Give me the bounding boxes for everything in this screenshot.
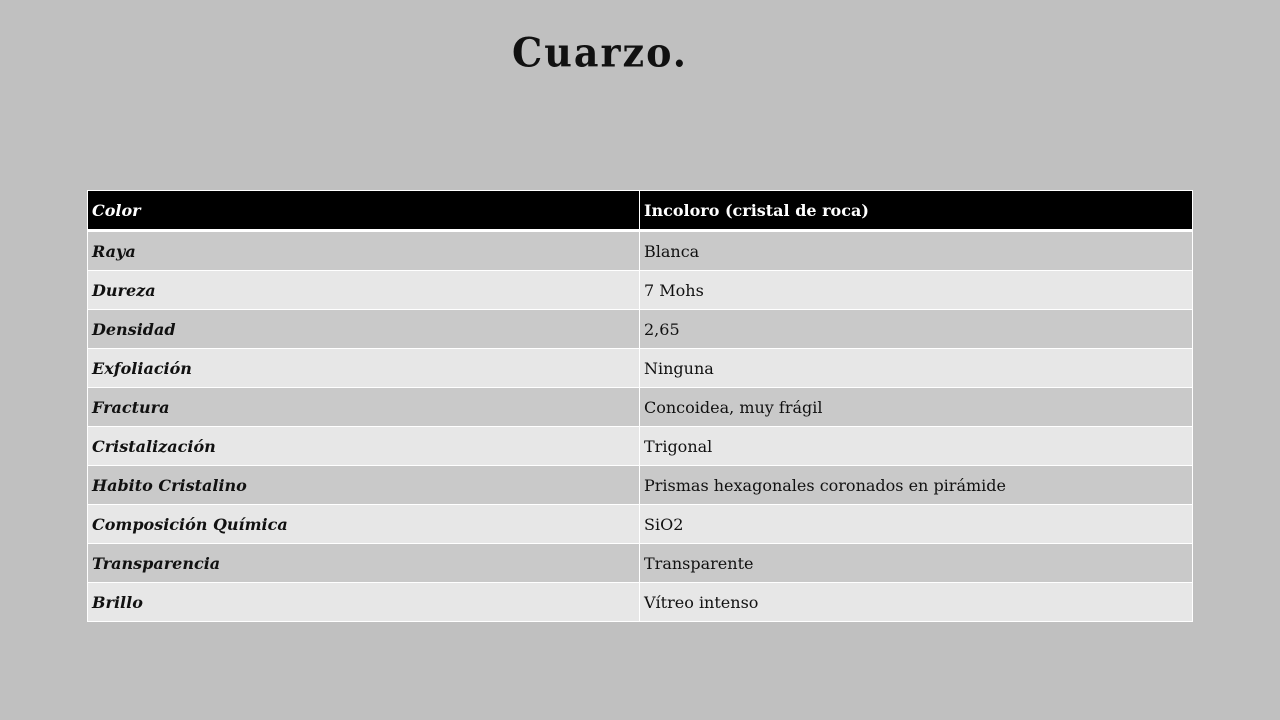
property-value: Prismas hexagonales coronados en pirámide [640,466,1193,505]
property-label: Brillo [88,583,640,622]
property-label: Fractura [88,388,640,427]
property-value: 7 Mohs [640,271,1193,310]
property-label: Dureza [88,271,640,310]
slide-title: Cuarzo. [511,28,688,77]
property-label: Raya [88,231,640,271]
property-label: Exfoliación [88,349,640,388]
table-row [88,231,1193,271]
property-value: Trigonal [640,427,1193,466]
table-row [88,583,1193,622]
table-row [88,271,1193,310]
table-row [88,427,1193,466]
property-label: Color [88,191,640,231]
table-row [88,310,1193,349]
property-value: Concoidea, muy frágil [640,388,1193,427]
table-row [88,388,1193,427]
table-row [88,505,1193,544]
property-label: Densidad [88,310,640,349]
property-label: Transparencia [88,544,640,583]
table-row [88,544,1193,583]
table-row [88,349,1193,388]
property-value: Transparente [640,544,1193,583]
property-value: Blanca [640,231,1193,271]
table-row [88,466,1193,505]
property-label: Habito Cristalino [88,466,640,505]
property-label: Cristalización [88,427,640,466]
property-label: Composición Química [88,505,640,544]
property-value: Incoloro (cristal de roca) [640,191,1193,231]
property-value: Ninguna [640,349,1193,388]
properties-table [87,190,1193,622]
property-value: Vítreo intenso [640,583,1193,622]
property-value: 2,65 [640,310,1193,349]
table-header-row [88,191,1193,231]
property-value: SiO2 [640,505,1193,544]
